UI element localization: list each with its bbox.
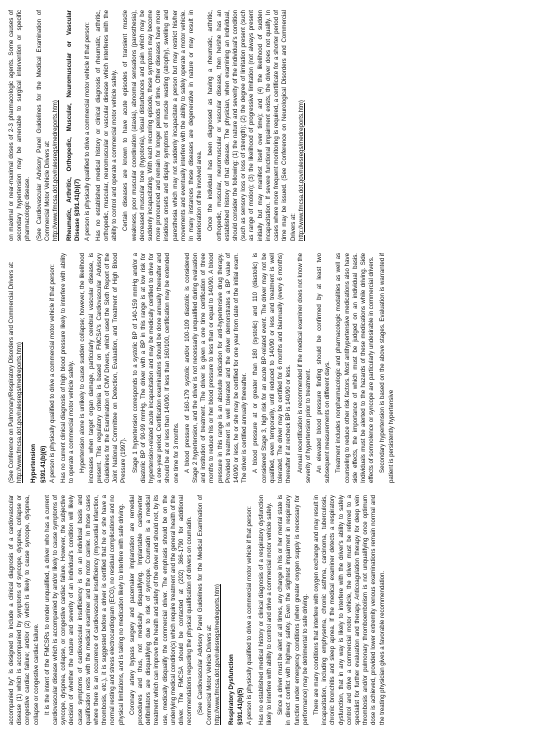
paragraph: accompanied by" is designed to include a clinical diagnosis of a cardiovascular disease (1) which is accompanied by symptoms of syncope, dyspnea, collapse or congestive cardiac failure; and/or (2) which is likely to cause syncope, dyspnea, collapse or congestive cardiac failure.	[8, 495, 40, 725]
paragraph: (See Cardiovascular Advisory Panel Guidelines for the Medical Examination of Commercial Motor Vehicle Drivers at:	[35, 10, 51, 241]
paragraph: Has no current clinical diagnosis of high blood pressure likely to interfere with ability to operate a commercial motor vehicle safely.	[60, 253, 76, 483]
paragraph: (See Cardiovascular Advisory Panel Guidelines for the Medical Examination of Commercial Motor Vehicle Drivers at:	[197, 495, 213, 725]
paragraph: A person is physically qualified to drive a commercial motor vehicle if that person:	[246, 506, 254, 725]
paragraph: Since a driver must be alert at all times, any change in his or her mental state is in direct conflict with highway safety. Even the slightest impairment in respiratory function under emergency conditions (when greater oxygen supply is necessary for performance) may be detrimental to safe driving.	[277, 495, 309, 725]
paragraph: A person is physically qualified to drive a commercial motor vehicle if that person:	[48, 264, 56, 483]
section-code: §391.41(b)(6)	[39, 445, 47, 483]
paragraph: A person is physically qualified to drive a commercial motor vehicle if that person:	[83, 22, 91, 241]
paragraph: An elevated blood pressure finding should be confirmed by at least two subsequent measurements on different days.	[315, 253, 332, 483]
text-column-2	[8, 253, 548, 483]
section-heading: Hypertension	[30, 444, 38, 483]
reference-link[interactable]: http://www.fmcsa.dot.gov/rulesregs/medreports.htm)	[297, 100, 305, 241]
paragraph: Annual recertification is recommended if the medical examiner does not know the severity of hypertension prior to treatment.	[296, 253, 312, 483]
paragraph: on maximal or near-maximal doses of 2-3 pharmacologic agents. Some causes of secondary hypertension may be amenable to surgical intervention or specific pharmacologic disease.	[8, 10, 32, 241]
paragraph: A blood pressure at or greater than 180 (systolic) and 110 (diastolic) is considered Stage 3, high risk for an acute BP-related event. The driver may not be qualified, even temporarily, until reduced to 140/90 or less and treatment is well tolerated. The driver may be certified for 6 months and biannually (every 6 months) thereafter if at recheck BP is 140/90 or less.	[252, 253, 293, 483]
paragraph: A blood pressure of 160-179 systolic and/or 100-109 diastolic is considered Stage 2 hypertension, and the driver is not necessarily unqualified during evaluation and institution of treatment. The driver is given a one time certification of three months to reduce his or her blood pressure to less than or equal to 140/90. A blood pressure in this range is an absolute indication for anti-hypertensive drug therapy. Provided treatment is well tolerated and the driver demonstrates a BP value of 140/90 or less, he or she may be certified for one year from date of the initial exam. The driver is certified annually thereafter.	[183, 253, 249, 483]
paragraph: It is the intent of the FMCSRs to render unqualified, a driver who has a current cardiovascular disease which is accompanied by and/or likely to cause symptoms of syncope, dyspnea, collapse, or congestive cardiac failure. However, the subjective decision of whether the nature and severity of an individual's condition will likely cause symptoms of cardiovascular insufficiency is on an individual basis and qualification rests with the medical examiner and the motor carrier. In those cases where there is an occurrence of cardiovascular insufficiency (myocardial infarction, thrombosis, etc.), it is suggested before a driver is certified that he or she have a normal resting and stress electrocardiogram (ECG), no residual complications and no physical limitations, and is taking no medication likely to interfere with safe driving.	[43, 495, 125, 725]
section-code: §391.41(b)(5)	[237, 687, 245, 725]
paragraph: Treatment includes nonpharmacologic and pharmacologic modalities as well as counseling to reduce other risk factors. Most antihypertensive medications also have side effects, the importance of which must be judged on an individual basis. Individuals must be alerted to the hazards of these medications while driving. Side effects of somnolence or syncope are particularly undesirable in commercial drivers.	[335, 253, 376, 483]
section-heading: Rheumatic, Arthritic, Orthopedic, Muscular, Neuromuscular or Vascular Disease §391.41(b)(7)	[66, 10, 82, 241]
reference-link[interactable]: http://www.fmcsa.dot.gov/rulesregs/medreports.htm)	[16, 342, 24, 483]
reference-link[interactable]: http://www.fmcsa.dot.gov/rulesregs/medreports.htm)	[213, 584, 221, 725]
section-heading: Respiratory Dysfunction	[228, 654, 236, 725]
paragraph: Secondary hypertension is based on the above stages. Evaluation is warranted if patient is persistently hypertensive	[379, 253, 395, 483]
paragraph: (See Conference on Pulmonary/Respiratory Disorders and Commercial Drivers at:	[8, 261, 15, 483]
paragraph: Has no established medical history or clinical diagnosis of rheumatic, arthritic, orthopedic, muscular, neuromuscular or vascular disease which interferes with the ability to control and operate a commercial motor vehicle safely.	[94, 10, 119, 241]
text-column-1	[8, 495, 548, 725]
reference-link[interactable]: http://www.fmcsa.dot.gov/rulesregs/medreports.htm)	[52, 100, 60, 241]
paragraph: Hypertension alone is unlikely to cause sudden collapse; however, the likelihood increases when target organ damage, particularly cerebral vascular disease, is present. This regulatory criteria is based on FMCSA's Cardiovascular Advisory Guidelines for the Examination of CMV Drivers, which used the Sixth Report of the Joint National Committee on Detection, Evaluation, and Treatment of High Blood Pressure (1997).	[79, 253, 128, 483]
paragraph: Certain diseases are known to have acute episodes of transient muscle weakness, poor muscular coordination (ataxia), abnormal sensations (paresthesia), decreased muscular tone (hypotonia), visual disturbances and pain which may be suddenly incapacitating. With each recurring episode, these symptoms may become more pronounced and remain for longer periods of time. Other diseases have more insidious onsets and display symptoms of muscle wasting (atrophy), swelling and paresthesia which may not suddenly incapacitate a person but may restrict his/her movements and eventually interfere with the ability to safely operate a motor vehicle. In many instances these diseases are degenerative in nature or may result in deterioration of the involved area.	[122, 10, 204, 241]
paragraph: Has no established medical history or clinical diagnosis of a respiratory dysfunction likely to interfere with ability to control and drive a commercial motor vehicle safely.	[257, 495, 273, 725]
paragraph: Stage 1 hypertension corresponds to a systolic BP of 140-159 mmHg and/or a diastolic BP of 90-99 mmHg. The driver with a BP in this range is at low risk for hypertension-related acute incapacitation and may be medically certified to drive for a one-year period. Certification examinations should be done annually thereafter and should be at or less than 140/90. If less than 160/100, certification may be extended one time for 3 months.	[131, 253, 180, 483]
paragraph: There are many conditions that interfere with oxygen exchange and may result in incapacitation, including emphysema, chronic asthma, carcinoma, tuberculosis, chronic bronchitis and sleep apnea. If the medical examiner detects a respiratory dysfunction, that in any way is likely to interfere with the driver's ability to safely control and drive a commercial motor vehicle, the driver must be referred to a specialist for further evaluation and therapy. Anticoagulation therapy for deep vein thrombosis and/or pulmonary thromboembolism is not unqualifying once optimum dose is achieved, provided lower extremity venous examinations remain normal and the treating physician gives a favorable recommendation.	[312, 495, 386, 725]
text-column-3	[8, 10, 548, 241]
paragraph: Once the individual has been diagnosed as having a rheumatic, arthritic, orthopedic, muscular, neuromuscular or vascular disease, then he/she has an established history of that disease. The physician, when examining an individual, should consider the following: (1) the nature and severity of the individual's condition (such as sensory loss or loss of strength); (2) the degree of limitation present (such as range of motion); (3) the likelihood of progressive limitation (not always present initially but may manifest itself over time); and (4) the likelihood of sudden incapacitation. If severe functional impairment exists, the driver does not qualify. In cases where more frequent monitoring is required, a certificate for a shorter period of time may be issued. (See Conference on Neurological Disorders and Commercial Drivers at:	[207, 10, 297, 241]
paragraph: Coronary artery bypass surgery and pacemaker implantation are remedial procedures and thus, not medically disqualifying. Implantable cardioverter defibrillators are disqualifying due to risk of syncope. Coumadin is a medical treatment which can improve the health and safety of the driver and should not, by its use, medically disqualify the commercial driver. The emphasis should be on the underlying medical condition(s) which require treatment and the general health of the driver. The FMCSA should be contacted at (202) 366-1790 for additional recommendations regarding the physical qualification of drivers on coumadin.	[128, 495, 194, 725]
